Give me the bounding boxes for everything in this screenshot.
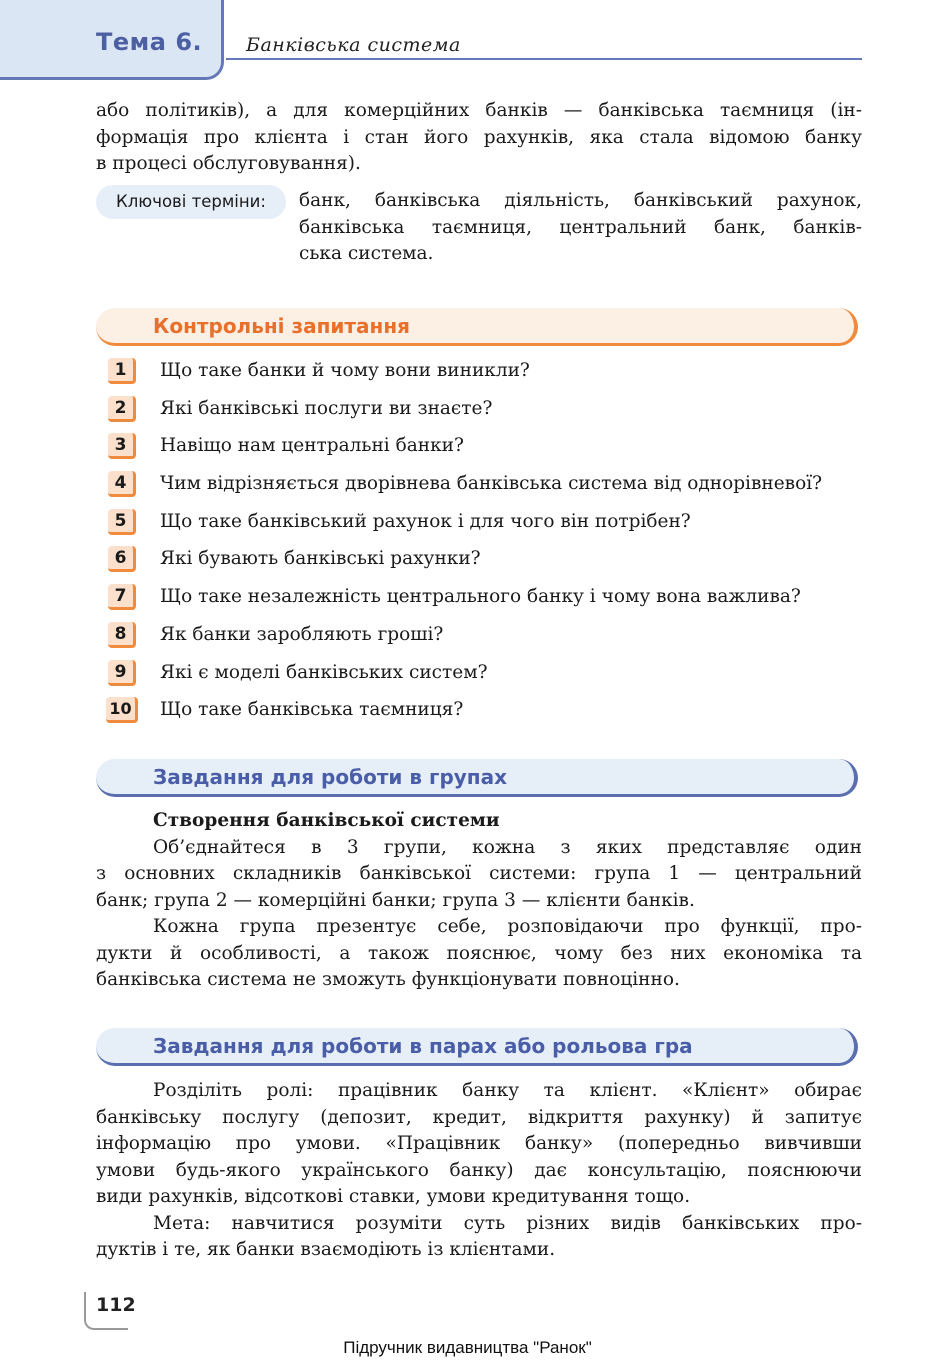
text-line: з основних складників банківської системи: група 1 — центральний	[96, 863, 862, 884]
questions-title: Контрольні запитання	[153, 314, 411, 338]
question-item	[108, 395, 868, 433]
question-text: Навіщо нам центральні банки?	[160, 435, 464, 457]
question-text: Що таке незалежність центрального банку і чому вона важлива?	[160, 586, 801, 608]
page-number: 112	[96, 1294, 136, 1316]
question-number: 2	[108, 396, 136, 422]
question-number: 6	[108, 546, 136, 572]
text-line: банк, банківська діяльність, банківський рахунок,	[299, 190, 862, 211]
text-line: умови будь-якого українського банку) дає консультацію, пояснюючи	[96, 1159, 862, 1181]
text-line: в процесі обслуговування).	[96, 153, 361, 174]
group-task-subtitle: Створення банківської системи	[153, 810, 500, 831]
question-item	[108, 470, 868, 508]
question-text: Що таке банківський рахунок і для чого він потрібен?	[160, 510, 691, 532]
pair-task-title: Завдання для роботи в парах або рольова гра	[153, 1034, 693, 1058]
group-task-body	[96, 808, 862, 994]
text-line: банк; група 2 — комерційні банки; група 3 — клієнти банків.	[96, 889, 695, 911]
text-line: дукти й особливості, а також пояснює, чому без них економіка та	[96, 942, 862, 964]
question-item	[108, 696, 868, 734]
question-item	[108, 508, 868, 546]
text-line: або політиків), а для комерційних банків — банківська таємниця (ін-	[96, 100, 862, 121]
question-text: Чим відрізняється дворівнева банківська система від однорівневої?	[160, 473, 823, 495]
question-item	[108, 432, 868, 470]
question-text: Які бувають банківські рахунки?	[160, 548, 481, 570]
questions-list	[108, 357, 868, 734]
question-text: Які банківські послуги ви знаєте?	[160, 397, 493, 419]
header-divider	[226, 58, 862, 60]
question-number: 7	[108, 584, 136, 610]
question-item	[108, 583, 868, 621]
key-terms-list	[299, 188, 862, 268]
text-line: ська система.	[299, 243, 434, 264]
text-line: види рахунків, відсоткові ставки, умови кредитування тощо.	[96, 1186, 691, 1207]
text-line: Мета: навчитися розуміти суть різних видів банківських про-	[153, 1212, 862, 1234]
question-number: 3	[108, 433, 136, 459]
question-item	[108, 357, 868, 395]
question-text: Що таке банківська таємниця?	[160, 699, 464, 721]
question-text: Які є моделі банківських систем?	[160, 661, 488, 683]
questions-banner	[96, 308, 858, 346]
publisher-line: Підручник видавництва "Ранок"	[343, 1338, 592, 1357]
question-number: 10	[106, 697, 138, 723]
question-item	[108, 545, 868, 583]
question-text: Що таке банки й чому вони виникли?	[160, 360, 530, 381]
header-title: Банківська система	[246, 34, 461, 56]
group-task-title: Завдання для роботи в групах	[153, 765, 508, 789]
topic-label: Тема 6.	[96, 28, 203, 56]
group-task-banner	[96, 759, 858, 797]
text-line: інформацію про умови. «Працівник банку» (попередньо вивчивши	[96, 1133, 862, 1154]
text-line: банківську послугу (депозит, кредит, відкриття рахунку) й запитує	[96, 1106, 862, 1128]
question-item	[108, 659, 868, 697]
question-number: 9	[108, 660, 136, 686]
question-number: 8	[108, 622, 136, 648]
pair-task-body	[96, 1078, 862, 1264]
intro-paragraph	[96, 98, 862, 178]
text-line: банківська система не зможуть функціонувати повноцінно.	[96, 969, 680, 990]
text-line: дуктів і те, як банки взаємодіють із клієнтами.	[96, 1239, 556, 1260]
text-line: Розділіть ролі: працівник банку та клієнт. «Клієнт» обирає	[153, 1080, 862, 1101]
question-number: 5	[108, 509, 136, 535]
question-number: 4	[108, 471, 136, 497]
question-number: 1	[108, 358, 136, 384]
question-item	[108, 621, 868, 659]
text-line: формація про клієнта і стан його рахунків, яка стала відомою банку	[96, 126, 862, 148]
pair-task-banner	[96, 1028, 858, 1066]
question-text: Як банки заробляють гроші?	[160, 623, 444, 645]
text-line: Об’єднайтеся в 3 групи, кожна з яких представляє один	[153, 836, 862, 858]
text-line: Кожна група презентує себе, розповідаючи про функції, про-	[153, 916, 862, 937]
key-terms-label: Ключові терміни:	[96, 185, 286, 219]
text-line: банківська таємниця, центральний банк, банків-	[299, 216, 862, 238]
